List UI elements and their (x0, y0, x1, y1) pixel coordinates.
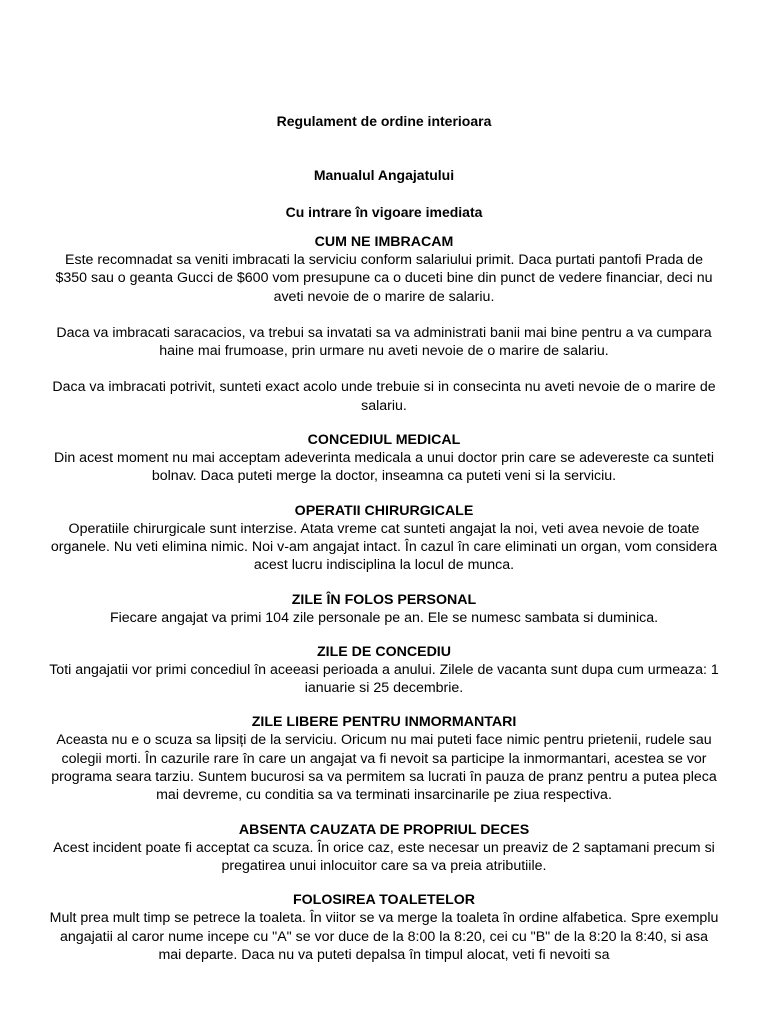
section-paragraph: Mult prea mult timp se petrece la toaleta. În viitor se va merge la toaleta în ordine alfabetica. Spre exemplu angajatii al caror nume incepe cu "A" se vor duce de la 8:00 la 8:20, cei cu "B" de la 8:20 la 8:40, si asa mai departe. Daca nu va puteti depalsa în timpul alocat, veti fi nevoiti sa (49, 910, 719, 963)
section-medical-leave (48, 431, 720, 486)
section-paragraph: Fiecare angajat va primi 104 zile personale pe an. Ele se numesc sambata si duminica. (109, 609, 659, 626)
section-heading: ZILE DE CONCEDIU (317, 643, 451, 660)
document-body (48, 0, 720, 964)
section-personal-days (48, 591, 720, 627)
section-own-death-absence (48, 821, 720, 876)
section-surgery (48, 502, 720, 575)
section-heading: ZILE LIBERE PENTRU INMORMANTARI (251, 714, 517, 731)
section-paragraph: Aceasta nu e o scuza sa lipsiți de la serviciu. Oricum nu mai puteti face nimic pentru prietenii, rudele sau colegii morti. În cazurile rare în care un angajat va fi nevoit sa participe la inmormantari, acestea se vor programa seara tarziu. Suntem bucurosi sa va permitem sa lucrati în pauza de pranz pentru a putea pleca mai devreme, cu conditia sa va terminati insarcinarile pe ziua respectiva. (51, 732, 717, 804)
section-paragraph: Este recomnadat sa veniti imbracati la serviciu conform salariului primit. Daca purtati pantofi Prada de $350 sau o geanta Gucci de $600 vom presupune ca o duceti bine din punct de vedere financiar, deci nu aveti nevoie de o marire de salariu. (55, 252, 713, 305)
section-heading: ABSENTA CAUZATA DE PROPRIUL DECES (238, 821, 530, 838)
document-effective-note: Cu intrare în vigoare imediata (285, 204, 483, 220)
section-heading: FOLOSIREA TOALETELOR (292, 892, 476, 909)
section-heading: ZILE ÎN FOLOS PERSONAL (291, 591, 477, 608)
section-vacation-days (48, 643, 720, 698)
section-paragraph: Daca va imbracati saracacios, va trebui sa invatati sa va administrati banii mai bine pentru a va cumpara haine mai frumoase, prin urmare nu aveti nevoie de o marire de salariu. (56, 324, 712, 360)
section-paragraph: Daca va imbracati potrivit, sunteti exact acolo unde trebuie si in consecinta nu aveti nevoie de o marire de salariu. (52, 379, 716, 414)
document-title: Regulament de ordine interioara (276, 113, 492, 129)
section-heading: CUM NE IMBRACAM (314, 234, 454, 250)
section-dress-code (48, 233, 720, 415)
section-paragraph: Operatiile chirurgicale sunt interzise. Atata vreme cat sunteti angajat la noi, veti avea nevoie de toate organele. Nu veti elimina nimic. Noi v-am angajat intact. În cazul în care eliminati un organ, vom considera acest lucru indisciplina la locul de munca. (50, 520, 718, 574)
section-paragraph: Din acest moment nu mai acceptam adeverinta medicala a unui doctor prin care se adevereste ca sunteti bolnav. Daca puteti merge la doctor, inseamna ca puteti veni si la serviciu. (53, 450, 715, 485)
document-subtitle: Manualul Angajatului (313, 167, 455, 183)
section-heading: CONCEDIUL MEDICAL (307, 432, 461, 449)
section-funeral-leave (48, 713, 720, 804)
section-paragraph: Toti angajatii vor primi concediul în aceeasi perioada a anului. Zilele de vacanta sunt dupa cum urmeaza: 1 ianuarie si 25 decembrie. (49, 661, 719, 697)
section-paragraph: Acest incident poate fi acceptat ca scuza. În orice caz, este necesar un preaviz de 2 saptamani precum si pregatirea unui inlocuitor care sa va preia atributiile. (53, 839, 715, 874)
section-heading: OPERATII CHIRURGICALE (294, 502, 474, 519)
section-restroom-use (48, 891, 720, 964)
